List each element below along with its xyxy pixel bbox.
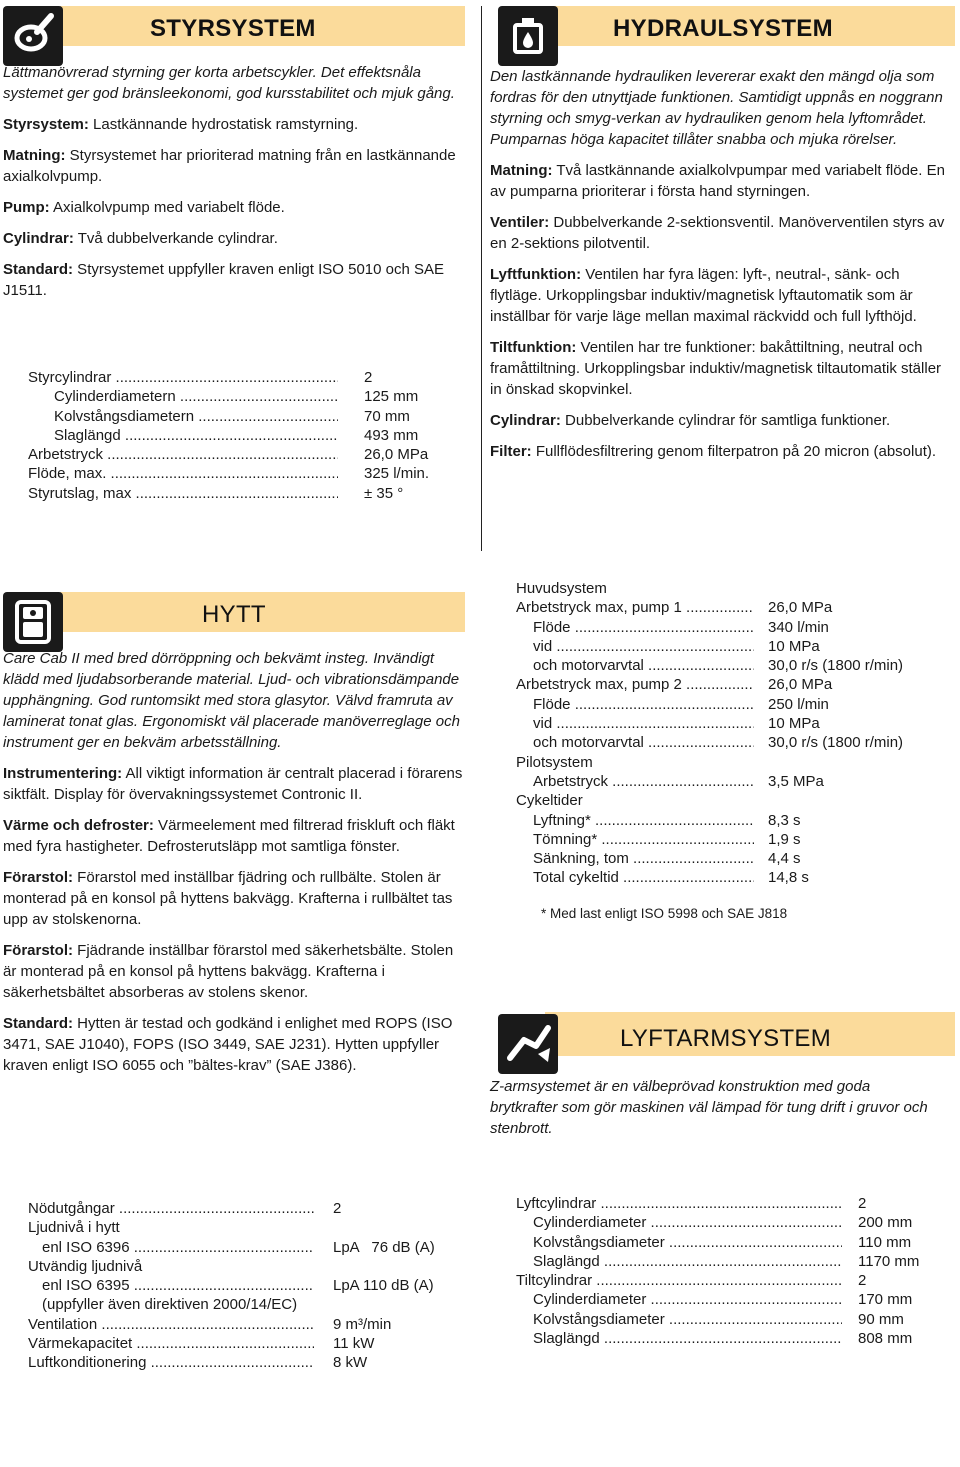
hydraulsystem-header-band [545,6,955,46]
spec-value: 26,0 MPa [768,676,833,694]
spec-label: Slaglängd ..... [533,1329,842,1348]
spec-row [516,1213,956,1232]
spec-label: Flöde ..... [533,618,754,637]
spec-value: 3,5 MPa [768,772,824,790]
spec-value: 250 l/min [768,695,829,713]
styrsystem-spec-table [28,368,448,503]
spec-value: 10 MPa [768,637,820,655]
para-text: Styrsystemet har prioriterad matning från en lastkännande axialkolvpump. [3,147,456,185]
spec-value: 30,0 r/s (1800 r/min) [768,657,904,675]
spec-value: 10 MPa [768,715,820,733]
para-label: Matning: [490,162,553,179]
hydraulsystem-body [490,66,945,472]
para-text: Lastkännande hydrostatisk ramstyrning. [88,116,359,133]
spec-value: 1170 mm [858,1252,920,1270]
spec-label: Luftkonditionering ..... [28,1353,314,1372]
para-label: Matning: [3,147,66,164]
spec-row [516,695,956,714]
lyftarmsystem-title: LYFTARMSYSTEM [620,1025,832,1052]
spec-value: 9 m³/min [333,1315,392,1333]
spec-value: 200 mm [858,1214,913,1232]
spec-label: enl ISO 6395 ..... [42,1276,314,1295]
spec-row [516,1233,956,1252]
hydraulsystem-intro: Den lastkännande hydrauliken levererar exakt den mängd olja som fordras för den utnyttjade funktionen. Samtidigt uppnås en noggrann styrning och smyg-verkan av hydrauliken genom hela lyftområdet. Pumparnas höga kapacitet tillåter snabba och mjuka rörelser. [490,68,943,148]
spec-label: Lyftning* ..... [533,811,754,830]
para-label: Förarstol: [3,869,74,886]
para-text: Förarstol med inställbar fjädring och rullbälte. Stolen är monterad på en konsol på hyttens bakvägg. Krafterna i rullbältet tas upp av stolskenorna. [3,869,453,928]
spec-row [516,579,956,598]
para-label: Standard: [3,1015,74,1032]
styrsystem-para-5 [3,259,463,301]
spec-label: Arbetstryck max, pump 2 ..... [516,675,754,694]
spec-row [28,1199,458,1218]
para-text: Hytten är testad och godkänd i enlighet med ROPS (ISO 3471, SAE J1040), FOPS (ISO 3449, SAE J231). Hytten uppfyller kraven enligt ISO 6055 och ”bältes-krav” (SAE J386). [3,1015,453,1074]
spec-label: Arbetstryck ..... [28,445,338,464]
spec-row [516,1252,956,1271]
styrsystem-para-4 [3,228,463,249]
spec-label: Kolvstångsdiameter ..... [533,1310,842,1329]
para-label: Värme och defroster: [3,817,154,834]
hydraulsystem-para-2 [490,212,945,254]
spec-row [516,733,956,752]
spec-value: 26,0 MPa [364,446,429,464]
spec-row [28,1334,458,1353]
hydraulsystem-spec-table [516,579,956,888]
styrsystem-body [3,62,463,311]
spec-value: LpA 76 dB (A) [333,1238,435,1256]
cab-seat-icon [3,592,63,652]
spec-label: Arbetstryck ..... [533,772,754,791]
spec-row [28,1295,458,1314]
para-label: Lyftfunktion: [490,266,582,283]
hytt-section [0,592,470,1152]
spec-row [516,849,956,868]
spec-value: 170 mm [858,1291,913,1309]
spec-label: Kolvstångsdiametern ..... [54,407,338,426]
styrsystem-para-2 [3,145,463,187]
spec-value: 493 mm [364,426,419,444]
para-text: Fjädrande inställbar förarstol med säkerhetsbälte. Stolen är monterad på en konsol på hyttens bakvägg. Krafterna i säkerhetsbältet absorberas av stolens skenor. [3,942,454,1001]
para-text: Ventilen har tre funktioner: bakåttiltning, neutral och framåttiltning. Urkopplingsbar induktiv/magnetisk tiltautomatik ställer in önskad skopvinkel. [490,339,942,398]
para-label: Cylindrar: [3,230,74,247]
hytt-para-5 [3,1013,465,1076]
hytt-body [3,648,465,1086]
hytt-para-4 [3,940,465,1003]
spec-row [28,1276,458,1295]
hydraulsystem-para-1 [490,160,945,202]
spec-value: 2 [364,369,373,386]
spec-row [28,1257,458,1276]
hytt-para-1 [3,763,465,805]
spec-row [516,830,956,849]
spec-label: Styrutslag, max ..... [28,484,338,503]
spec-value: 125 mm [364,388,419,406]
hytt-intro: Care Cab II med bred dörröppning och bekvämt insteg. Invändigt klädd med ljudabsorberande material. Ljud- och vibrationsdämpande upphängning. God runtomsikt med stora glasytor. Välvd framruta av laminerat tonat glas. Ergonomiskt väl placerade manöverreglage och instrument ger en bekväm arbetsställning. [3,650,460,751]
spec-label: Tiltcylindrar ..... [516,1271,842,1290]
para-text: Två dubbelverkande cylindrar. [73,230,278,247]
para-text: Axialkolvpump med variabelt flöde. [49,199,285,216]
para-text: Värmeelement med filtrerad friskluft och fläkt med fyra hastigheter. Defrosterutsläpp mot samtliga fönster. [3,817,455,855]
spec-label: Total cykeltid ..... [533,868,754,887]
hytt-para-3 [3,867,465,930]
para-label: Styrsystem: [3,116,89,133]
lyftarmsystem-header-band [545,1012,955,1056]
lyftarmsystem-intro: Z-armsystemet är en välbeprövad konstruktion med goda brytkrafter som gör maskinen väl lämpad för tung drift i gruvor och stenbrott. [490,1078,928,1137]
spec-value: 2 [333,1200,342,1217]
spec-label: Arbetstryck max, pump 1 ..... [516,598,754,617]
hydraulsystem-title: HYDRAULSYSTEM [613,15,833,42]
hytt-spec-table [28,1199,458,1373]
spec-row [28,1218,458,1237]
spec-value: 90 mm [858,1310,904,1328]
styrsystem-intro: Lättmanövrerad styrning ger korta arbetscykler. Det effektsnåla systemet ger god bränsleekonomi, god kursstabilitet och mjuk gång. [3,64,455,102]
spec-value: 110 mm [858,1233,912,1251]
para-label: Tiltfunktion: [490,339,577,356]
spec-value: 30,0 r/s (1800 r/min) [768,734,904,752]
para-text: Dubbelverkande 2-sektionsventil. Manöverventilen styrs av en 2-sektions pilotventil. [490,214,945,252]
spec-label: Nödutgångar ..... [28,1199,314,1218]
spec-label: enl ISO 6396 ..... [42,1238,314,1257]
hytt-title: HYTT [202,601,266,628]
spec-row [28,1315,458,1334]
spec-value: 4,4 s [768,850,801,868]
spec-value: 2 [858,1195,867,1212]
spec-row [516,1329,956,1348]
spec-row [516,772,956,791]
hydraulsystem-para-6 [490,441,945,462]
spec-label: Flöde, max. ..... [28,464,338,483]
spec-row [28,1353,458,1372]
spec-label: Cylinderdiametern ..... [54,387,338,406]
spec-heading: Pilotsystem [516,753,593,771]
lyftarmsystem-section [490,1014,955,1144]
hytt-header-band [60,592,465,632]
para-text: All viktigt information är centralt placerad i förarens siktfält. Display för övervakningssystemet Contronic II. [3,765,463,803]
spec-value: 808 mm [858,1330,913,1348]
para-label: Cylindrar: [490,412,561,429]
spec-label: och motorvarvtal ..... [533,733,754,752]
spec-row [28,387,448,406]
spec-label: Värmekapacitet ..... [28,1334,314,1353]
spec-row [28,445,448,464]
spec-label: Cylinderdiameter ..... [533,1213,842,1232]
styrsystem-header-band [60,6,465,46]
spec-value: 26,0 MPa [768,599,833,617]
spec-row [28,407,448,426]
spec-row [516,1290,956,1309]
spec-note: (uppfyller även direktiven 2000/14/EC) [42,1296,298,1314]
spec-row [516,656,956,675]
spec-heading: Ljudnivå i hytt [28,1219,120,1237]
spec-heading: Utvändig ljudnivå [28,1257,143,1275]
spec-label: Styrcylindrar ..... [28,368,338,387]
para-text: Styrsystemet uppfyller kraven enligt ISO 5010 och SAE J1511. [3,261,445,299]
para-label: Standard: [3,261,74,278]
steering-wheel-icon [3,6,63,66]
hydraulsystem-para-3 [490,264,945,327]
styrsystem-section [0,6,470,526]
spec-row [516,1310,956,1329]
hydraulsystem-para-4 [490,337,945,400]
spec-value: 340 l/min [768,618,829,636]
spec-value: 2 [858,1272,867,1290]
hydraulsystem-para-5 [490,410,945,431]
para-text: Dubbelverkande cylindrar för samtliga funktioner. [560,412,891,429]
styrsystem-para-1 [3,114,463,135]
spec-value: 70 mm [364,407,410,425]
spec-label: Tömning* ..... [533,830,754,849]
spec-label: Lyftcylindrar ..... [516,1194,842,1213]
spec-row [28,464,448,483]
para-text: Ventilen har fyra lägen: lyft-, neutral-, sänk- och flytläge. Urkopplingsbar induktiv/magnetisk lyftautomatik som är inställbar för varje läge mellan maximal räckvidd och full lyfthöjd. [490,266,917,325]
spec-row [516,675,956,694]
spec-label: Flöde ..... [533,695,754,714]
spec-row [516,637,956,656]
spec-label: och motorvarvtal ..... [533,656,754,675]
spec-value: 11 kW [333,1335,375,1353]
spec-row [516,714,956,733]
hydraulsystem-footnote: * Med last enligt ISO 5998 och SAE J818 [541,906,788,921]
para-label: Instrumentering: [3,765,123,782]
spec-row [516,868,956,887]
spec-label: Slaglängd ..... [54,426,338,445]
spec-heading: Cykeltider [516,792,583,810]
spec-row [28,484,448,503]
spec-value: 8,3 s [768,811,801,829]
para-label: Förarstol: [3,942,74,959]
styrsystem-para-3 [3,197,463,218]
para-text: Två lastkännande axialkolvpumpar med variabelt flöde. En av pumparna prioriterar i första hand styrningen. [490,162,945,200]
spec-label: Sänkning, tom ..... [533,849,754,868]
spec-row [28,426,448,445]
styrsystem-title: STYRSYSTEM [150,15,316,42]
para-text: Fullflödesfiltrering genom filterpatron på 20 micron (absolut). [531,443,937,460]
para-label: Ventiler: [490,214,550,231]
lyftarmsystem-spec-table [516,1194,956,1348]
hydraulsystem-section [490,6,955,536]
spec-row [28,368,448,387]
spec-row [28,1238,458,1257]
spec-row [516,618,956,637]
spec-row [516,598,956,617]
spec-label: vid ..... [533,714,754,733]
spec-row [516,1194,956,1213]
spec-label: Cylinderdiameter ..... [533,1290,842,1309]
spec-value: 14,8 s [768,869,809,887]
spec-label: Ventilation ..... [28,1315,314,1334]
spec-value: 325 l/min. [364,465,430,483]
lift-arm-icon [498,1014,558,1074]
spec-value: 1,9 s [768,830,801,848]
spec-label: Slaglängd ..... [533,1252,842,1271]
spec-row [516,811,956,830]
spec-label: vid ..... [533,637,754,656]
oil-can-icon [498,6,558,66]
para-label: Filter: [490,443,532,460]
spec-row [516,753,956,772]
spec-row [516,1271,956,1290]
spec-label: Kolvstångsdiameter ..... [533,1233,842,1252]
spec-heading: Huvudsystem [516,580,607,597]
spec-value: ± 35 ° [364,484,404,502]
para-label: Pump: [3,199,50,216]
hytt-para-2 [3,815,465,857]
spec-row [516,791,956,810]
spec-value: LpA 110 dB (A) [333,1277,434,1295]
spec-value: 8 kW [333,1354,368,1372]
column-divider [481,6,482,551]
